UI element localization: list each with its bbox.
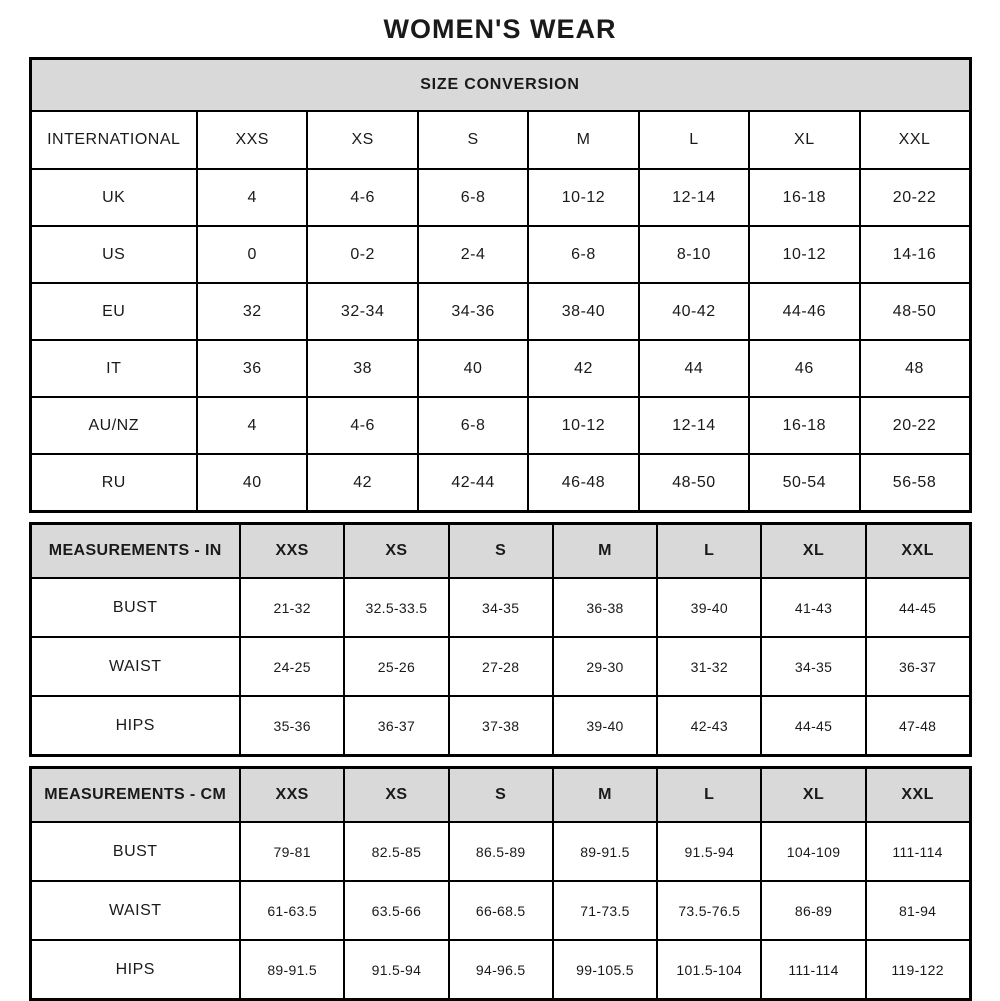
column-header-m: M: [553, 524, 657, 579]
table-cell: 111-114: [761, 940, 865, 1000]
column-header-xxs: XXS: [197, 111, 307, 169]
table-cell: 0: [197, 226, 307, 283]
table-cell: 14-16: [860, 226, 970, 283]
table-row: [30, 578, 970, 637]
table-cell: 10-12: [528, 169, 638, 226]
table-cell: 12-14: [639, 397, 749, 454]
table-cell: 50-54: [749, 454, 859, 512]
table-cell: 48: [860, 340, 970, 397]
size-conversion-table: [29, 57, 972, 513]
table-cell: 0-2: [307, 226, 417, 283]
table-cell: 36-37: [866, 637, 970, 696]
table-cell: 81-94: [866, 881, 970, 940]
size-chart-page: [29, 0, 972, 1001]
row-label: BUST: [30, 822, 240, 881]
table-cell: 21-32: [240, 578, 344, 637]
measurements-in-table: [29, 522, 972, 757]
table-cell: 44-46: [749, 283, 859, 340]
row-label: AU/NZ: [30, 397, 197, 454]
table-cell: 40: [197, 454, 307, 512]
row-label: EU: [30, 283, 197, 340]
table-cell: 48-50: [860, 283, 970, 340]
table-cell: 82.5-85: [344, 822, 448, 881]
column-header-xl: XL: [749, 111, 859, 169]
column-header-xxs: XXS: [240, 524, 344, 579]
table-cell: 39-40: [553, 696, 657, 756]
table-cell: 16-18: [749, 169, 859, 226]
measurements-cm-table: [29, 766, 972, 1001]
row-label: HIPS: [30, 696, 240, 756]
table-cell: 42: [528, 340, 638, 397]
table-cell: 86-89: [761, 881, 865, 940]
table-cell: 89-91.5: [553, 822, 657, 881]
table-cell: 38: [307, 340, 417, 397]
column-header-s: S: [418, 111, 528, 169]
table-cell: 34-35: [761, 637, 865, 696]
row-label: US: [30, 226, 197, 283]
row-label: RU: [30, 454, 197, 512]
row-label: UK: [30, 169, 197, 226]
table-row: [30, 283, 970, 340]
column-header-xs: XS: [344, 524, 448, 579]
table-row: [30, 169, 970, 226]
column-header-xs: XS: [307, 111, 417, 169]
page-title: WOMEN'S WEAR: [383, 14, 617, 44]
table-cell: 40: [418, 340, 528, 397]
column-header-l: L: [639, 111, 749, 169]
table-cell: 29-30: [553, 637, 657, 696]
table-cell: 41-43: [761, 578, 865, 637]
table-cell: 56-58: [860, 454, 970, 512]
table-cell: 4: [197, 169, 307, 226]
column-header-m: M: [553, 768, 657, 823]
column-header-xxl: XXL: [860, 111, 970, 169]
table-row: [30, 637, 970, 696]
table-cell: 10-12: [528, 397, 638, 454]
table-cell: 119-122: [866, 940, 970, 1000]
table-cell: 16-18: [749, 397, 859, 454]
table-cell: 91.5-94: [657, 822, 761, 881]
table-cell: 40-42: [639, 283, 749, 340]
column-header-xs: XS: [344, 768, 448, 823]
table-cell: 10-12: [749, 226, 859, 283]
table-row: [30, 940, 970, 1000]
column-header-international: INTERNATIONAL: [30, 111, 197, 169]
table-cell: 71-73.5: [553, 881, 657, 940]
column-header-xxl: XXL: [866, 524, 970, 579]
column-header-xl: XL: [761, 768, 865, 823]
table-cell: 32.5-33.5: [344, 578, 448, 637]
table-cell: 46-48: [528, 454, 638, 512]
table-cell: 4-6: [307, 169, 417, 226]
table-cell: 73.5-76.5: [657, 881, 761, 940]
table-row: [30, 454, 970, 512]
table-row: [30, 226, 970, 283]
table-cell: 48-50: [639, 454, 749, 512]
table-cell: 46: [749, 340, 859, 397]
table-cell: 44-45: [866, 578, 970, 637]
table-cell: 32: [197, 283, 307, 340]
table-cell: 36: [197, 340, 307, 397]
column-header-xl: XL: [761, 524, 865, 579]
table-cell: 31-32: [657, 637, 761, 696]
table-cell: 42: [307, 454, 417, 512]
size-conversion-title: SIZE CONVERSION: [30, 59, 970, 112]
table-row: [30, 881, 970, 940]
table-cell: 2-4: [418, 226, 528, 283]
table-cell: 42-44: [418, 454, 528, 512]
table-cell: 20-22: [860, 169, 970, 226]
row-label: IT: [30, 340, 197, 397]
row-label: WAIST: [30, 637, 240, 696]
column-header-m: M: [528, 111, 638, 169]
table-cell: 79-81: [240, 822, 344, 881]
measurements-cm-header-row: [30, 768, 970, 823]
row-label: HIPS: [30, 940, 240, 1000]
table-cell: 37-38: [449, 696, 553, 756]
table-cell: 44: [639, 340, 749, 397]
table-cell: 27-28: [449, 637, 553, 696]
table-cell: 47-48: [866, 696, 970, 756]
table-cell: 34-36: [418, 283, 528, 340]
table-cell: 32-34: [307, 283, 417, 340]
table-cell: 25-26: [344, 637, 448, 696]
table-cell: 44-45: [761, 696, 865, 756]
table-cell: 42-43: [657, 696, 761, 756]
table-cell: 89-91.5: [240, 940, 344, 1000]
table-cell: 4-6: [307, 397, 417, 454]
table-cell: 6-8: [418, 397, 528, 454]
table-cell: 8-10: [639, 226, 749, 283]
table-cell: 94-96.5: [449, 940, 553, 1000]
size-conversion-column-header-row: [30, 111, 970, 169]
table-cell: 101.5-104: [657, 940, 761, 1000]
column-header-s: S: [449, 768, 553, 823]
column-header-xxs: XXS: [240, 768, 344, 823]
table-cell: 36-37: [344, 696, 448, 756]
table-cell: 61-63.5: [240, 881, 344, 940]
table-cell: 6-8: [528, 226, 638, 283]
table-cell: 99-105.5: [553, 940, 657, 1000]
table-cell: 86.5-89: [449, 822, 553, 881]
measurements-in-header-row: [30, 524, 970, 579]
table-row: [30, 340, 970, 397]
table-cell: 63.5-66: [344, 881, 448, 940]
table-cell: 36-38: [553, 578, 657, 637]
column-header-s: S: [449, 524, 553, 579]
measurements-in-title: MEASUREMENTS - IN: [30, 524, 240, 579]
table-cell: 34-35: [449, 578, 553, 637]
size-conversion-banner-row: [30, 59, 970, 112]
table-cell: 111-114: [866, 822, 970, 881]
table-cell: 12-14: [639, 169, 749, 226]
table-cell: 39-40: [657, 578, 761, 637]
column-header-l: L: [657, 768, 761, 823]
table-cell: 66-68.5: [449, 881, 553, 940]
table-cell: 91.5-94: [344, 940, 448, 1000]
table-cell: 104-109: [761, 822, 865, 881]
table-row: [30, 822, 970, 881]
row-label: BUST: [30, 578, 240, 637]
table-cell: 20-22: [860, 397, 970, 454]
row-label: WAIST: [30, 881, 240, 940]
table-row: [30, 696, 970, 756]
table-cell: 6-8: [418, 169, 528, 226]
table-cell: 35-36: [240, 696, 344, 756]
table-row: [30, 397, 970, 454]
column-header-xxl: XXL: [866, 768, 970, 823]
column-header-l: L: [657, 524, 761, 579]
table-cell: 4: [197, 397, 307, 454]
table-cell: 24-25: [240, 637, 344, 696]
measurements-cm-title: MEASUREMENTS - CM: [30, 768, 240, 823]
table-cell: 38-40: [528, 283, 638, 340]
